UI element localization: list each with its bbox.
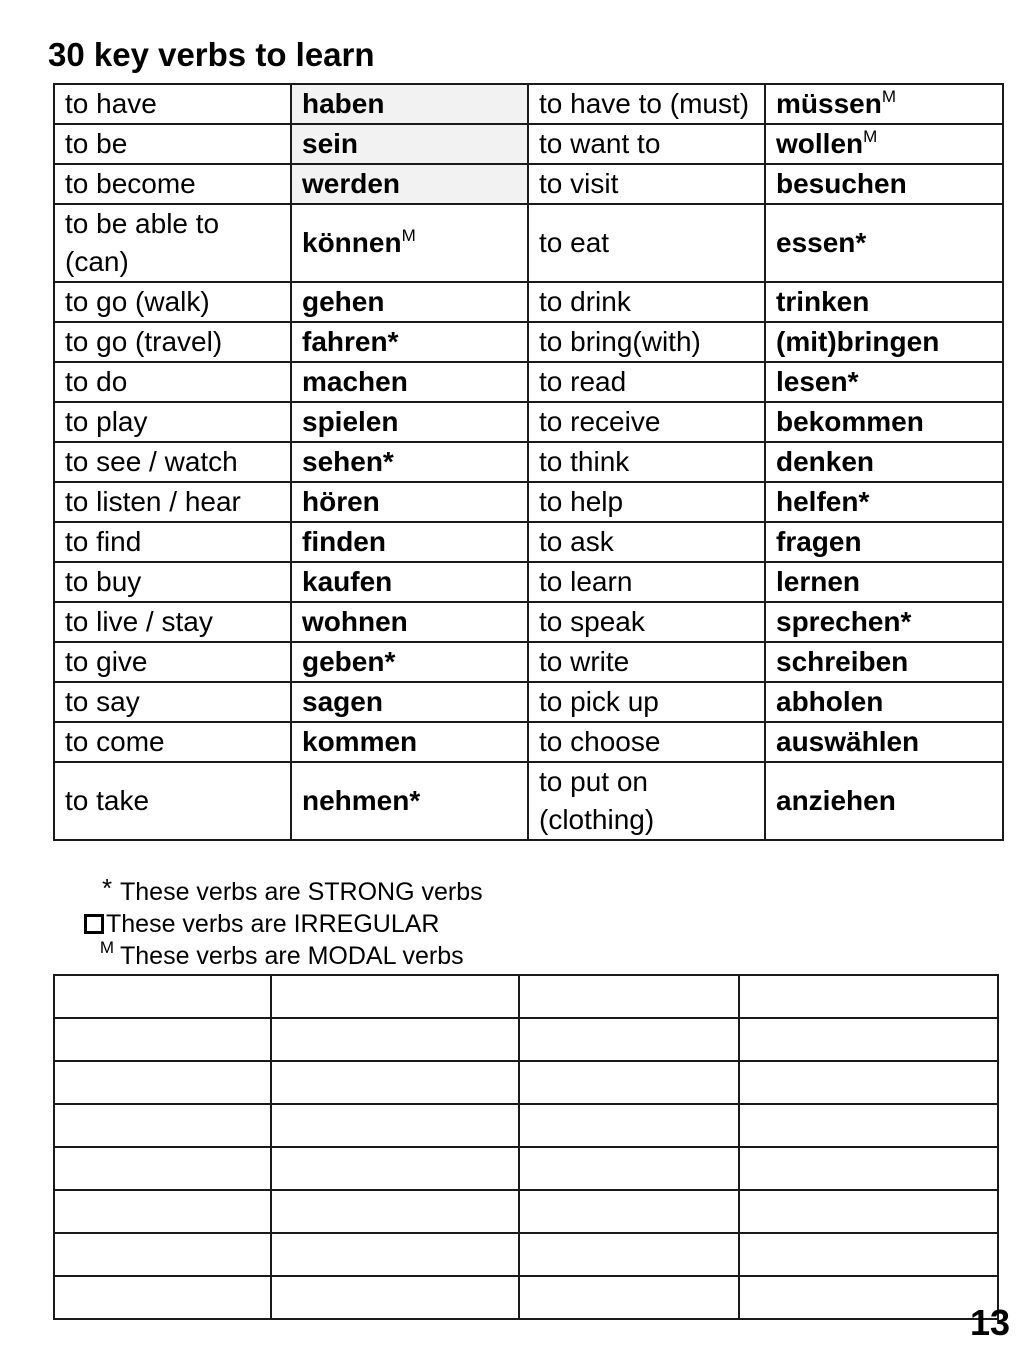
legend-strong (96, 873, 483, 908)
english-verb: to put on (clothing) (539, 766, 655, 835)
german-verb-cell (291, 602, 528, 642)
english-verb: to become (65, 168, 196, 199)
verb-row (54, 602, 1003, 642)
blank-cell (739, 1061, 998, 1104)
blank-cell (54, 1061, 271, 1104)
english-verb: to play (65, 406, 148, 437)
blank-cell (54, 1018, 271, 1061)
strong-marker: * (101, 873, 113, 903)
verb-row (54, 84, 1003, 124)
german-verb-cell (765, 204, 1003, 282)
verb-table-body (54, 84, 1003, 840)
german-verb: kommen (302, 726, 418, 757)
blank-cell (519, 1147, 739, 1190)
german-verb-cell (765, 562, 1003, 602)
german-verb: sagen (302, 686, 383, 717)
blank-row (54, 1104, 998, 1147)
german-verb-cell (291, 164, 528, 204)
german-verb: geben* (302, 646, 396, 677)
english-verb-cell (528, 164, 765, 204)
english-verb: to want to (539, 128, 661, 159)
german-verb-cell (765, 682, 1003, 722)
blank-row (54, 1233, 998, 1276)
german-verb-cell (291, 522, 528, 562)
german-verb: fragen (776, 526, 862, 557)
legend-modal-text: These verbs are MODAL verbs (120, 942, 464, 970)
german-verb-cell (765, 124, 1003, 164)
german-verb: anziehen (776, 785, 896, 816)
german-verb-cell (765, 602, 1003, 642)
blank-cell (739, 1190, 998, 1233)
legend-strong-text: These verbs are STRONG verbs (120, 878, 483, 906)
english-verb-cell (54, 682, 291, 722)
german-verb-cell (765, 482, 1003, 522)
english-verb: to ask (539, 526, 614, 557)
german-verb: nehmen* (302, 785, 421, 816)
english-verb-cell (528, 642, 765, 682)
german-verb-cell (291, 762, 528, 840)
english-verb-cell (54, 562, 291, 602)
english-verb-cell (528, 402, 765, 442)
blank-cell (519, 1018, 739, 1061)
english-verb: to do (65, 366, 128, 397)
german-verb-cell (765, 762, 1003, 840)
verb-row (54, 362, 1003, 402)
german-verb-cell (765, 282, 1003, 322)
verb-row (54, 722, 1003, 762)
german-verb: abholen (776, 686, 884, 717)
english-verb-cell (528, 442, 765, 482)
german-verb: gehen (302, 286, 385, 317)
german-verb-cell (765, 164, 1003, 204)
english-verb: to help (539, 486, 624, 517)
german-verb: haben (302, 88, 385, 119)
german-verb: können (302, 227, 402, 258)
blank-row (54, 1018, 998, 1061)
blank-cell (739, 1233, 998, 1276)
verb-row (54, 282, 1003, 322)
english-verb-cell (528, 762, 765, 840)
german-verb-cell (291, 204, 528, 282)
modal-marker: M (401, 226, 416, 245)
german-verb-cell (291, 682, 528, 722)
english-verb: to learn (539, 566, 633, 597)
english-verb: to take (65, 785, 150, 816)
legend (96, 873, 483, 972)
legend-irregular (96, 908, 483, 940)
page-title: 30 key verbs to learn (48, 36, 375, 73)
german-verb-cell (291, 402, 528, 442)
german-verb-cell (291, 322, 528, 362)
modal-marker: M (863, 127, 878, 146)
german-verb-cell (765, 722, 1003, 762)
english-verb: to buy (65, 566, 142, 597)
blank-cell (519, 1276, 739, 1319)
english-verb: to see / watch (65, 446, 238, 477)
blank-cell (54, 975, 271, 1018)
english-verb-cell (54, 322, 291, 362)
german-verb: hören (302, 486, 380, 517)
german-verb: spielen (302, 406, 399, 437)
german-verb: besuchen (776, 168, 907, 199)
english-verb-cell (528, 362, 765, 402)
blank-cell (739, 1147, 998, 1190)
german-verb: werden (302, 168, 401, 199)
german-verb-cell (291, 362, 528, 402)
english-verb-cell (528, 282, 765, 322)
blank-cell (519, 975, 739, 1018)
blank-cell (271, 1190, 519, 1233)
english-verb-cell (528, 204, 765, 282)
german-verb-cell (291, 124, 528, 164)
irregular-box-icon (84, 914, 104, 934)
german-verb-cell (291, 442, 528, 482)
blank-cell (271, 1018, 519, 1061)
english-verb: to read (539, 366, 627, 397)
blank-cell (739, 975, 998, 1018)
blank-cell (519, 1233, 739, 1276)
english-verb: to be (65, 128, 128, 159)
english-verb: to choose (539, 726, 661, 757)
english-verb-cell (54, 402, 291, 442)
verb-row (54, 522, 1003, 562)
english-verb: to receive (539, 406, 661, 437)
english-verb: to bring(with) (539, 326, 701, 357)
german-verb-cell (765, 442, 1003, 482)
german-verb: finden (302, 526, 386, 557)
german-verb: auswählen (776, 726, 920, 757)
german-verb: lernen (776, 566, 861, 597)
verb-row (54, 204, 1003, 282)
modal-marker: M (99, 938, 115, 957)
english-verb: to listen / hear (65, 486, 241, 517)
english-verb-cell (528, 124, 765, 164)
english-verb: to pick up (539, 686, 659, 717)
german-verb-cell (291, 722, 528, 762)
english-verb: to say (65, 686, 140, 717)
german-verb-cell (765, 642, 1003, 682)
german-verb-cell (291, 642, 528, 682)
english-verb: to write (539, 646, 630, 677)
verb-row (54, 402, 1003, 442)
english-verb: to go (travel) (65, 326, 223, 357)
verb-table (53, 83, 1004, 841)
english-verb-cell (528, 322, 765, 362)
blank-practice-table (53, 974, 999, 1320)
blank-cell (519, 1190, 739, 1233)
german-verb: schreiben (776, 646, 909, 677)
page-number: 13 (969, 1302, 1010, 1343)
blank-cell (739, 1276, 998, 1319)
german-verb: wohnen (302, 606, 408, 637)
legend-irregular-text: These verbs are IRREGULAR (106, 910, 440, 938)
verb-row (54, 642, 1003, 682)
blank-row (54, 1276, 998, 1319)
english-verb-cell (528, 562, 765, 602)
english-verb-cell (528, 602, 765, 642)
blank-cell (271, 1233, 519, 1276)
english-verb: to go (walk) (65, 286, 210, 317)
english-verb: to give (65, 646, 148, 677)
verb-row (54, 682, 1003, 722)
english-verb: to live / stay (65, 606, 213, 637)
blank-cell (54, 1190, 271, 1233)
verb-row (54, 482, 1003, 522)
english-verb: to think (539, 446, 630, 477)
german-verb: essen* (776, 227, 867, 258)
verb-row (54, 562, 1003, 602)
blank-row (54, 975, 998, 1018)
german-verb: helfen* (776, 486, 870, 517)
german-verb-cell (291, 482, 528, 522)
english-verb-cell (528, 482, 765, 522)
english-verb-cell (528, 84, 765, 124)
german-verb-cell (765, 322, 1003, 362)
verb-row (54, 164, 1003, 204)
verb-row (54, 442, 1003, 482)
blank-cell (271, 1061, 519, 1104)
blank-row (54, 1147, 998, 1190)
german-verb: sein (302, 128, 359, 159)
english-verb-cell (54, 522, 291, 562)
english-verb: to have (65, 88, 157, 119)
english-verb: to come (65, 726, 165, 757)
blank-cell (54, 1276, 271, 1319)
english-verb-cell (54, 602, 291, 642)
english-verb: to drink (539, 286, 631, 317)
german-verb: lesen* (776, 366, 859, 397)
english-verb: to eat (539, 227, 610, 258)
english-verb: to visit (539, 168, 619, 199)
german-verb-cell (765, 362, 1003, 402)
english-verb-cell (54, 84, 291, 124)
german-verb: bekommen (776, 406, 924, 437)
blank-cell (271, 1104, 519, 1147)
english-verb-cell (54, 722, 291, 762)
german-verb: denken (776, 446, 875, 477)
german-verb: machen (302, 366, 408, 397)
english-verb-cell (54, 442, 291, 482)
blank-cell (271, 975, 519, 1018)
german-verb: fahren* (302, 326, 399, 357)
legend-modal (96, 940, 483, 972)
english-verb: to be able to (can) (65, 208, 220, 277)
english-verb: to have to (must) (539, 88, 750, 119)
german-verb: trinken (776, 286, 870, 317)
blank-row (54, 1061, 998, 1104)
english-verb: to speak (539, 606, 645, 637)
german-verb: sprechen* (776, 606, 912, 637)
german-verb-cell (765, 522, 1003, 562)
english-verb-cell (54, 124, 291, 164)
modal-marker: M (881, 87, 896, 106)
blank-cell (54, 1147, 271, 1190)
english-verb-cell (54, 204, 291, 282)
english-verb: to find (65, 526, 142, 557)
verb-row (54, 322, 1003, 362)
english-verb-cell (54, 362, 291, 402)
german-verb-cell (765, 84, 1003, 124)
english-verb-cell (54, 282, 291, 322)
english-verb-cell (54, 482, 291, 522)
english-verb-cell (528, 522, 765, 562)
german-verb: sehen* (302, 446, 394, 477)
blank-cell (271, 1276, 519, 1319)
verb-row (54, 762, 1003, 840)
blank-cell (54, 1233, 271, 1276)
english-verb-cell (54, 762, 291, 840)
german-verb: (mit)bringen (776, 326, 940, 357)
english-verb-cell (528, 722, 765, 762)
german-verb: kaufen (302, 566, 393, 597)
blank-cell (519, 1061, 739, 1104)
german-verb: müssen (776, 88, 882, 119)
german-verb-cell (291, 84, 528, 124)
blank-cell (54, 1104, 271, 1147)
english-verb-cell (528, 682, 765, 722)
blank-cell (271, 1147, 519, 1190)
blank-cell (739, 1104, 998, 1147)
verb-row (54, 124, 1003, 164)
blank-table-body (54, 975, 998, 1319)
english-verb-cell (54, 642, 291, 682)
german-verb-cell (765, 402, 1003, 442)
blank-cell (739, 1018, 998, 1061)
blank-row (54, 1190, 998, 1233)
german-verb: wollen (776, 128, 864, 159)
blank-cell (519, 1104, 739, 1147)
german-verb-cell (291, 562, 528, 602)
english-verb-cell (54, 164, 291, 204)
german-verb-cell (291, 282, 528, 322)
